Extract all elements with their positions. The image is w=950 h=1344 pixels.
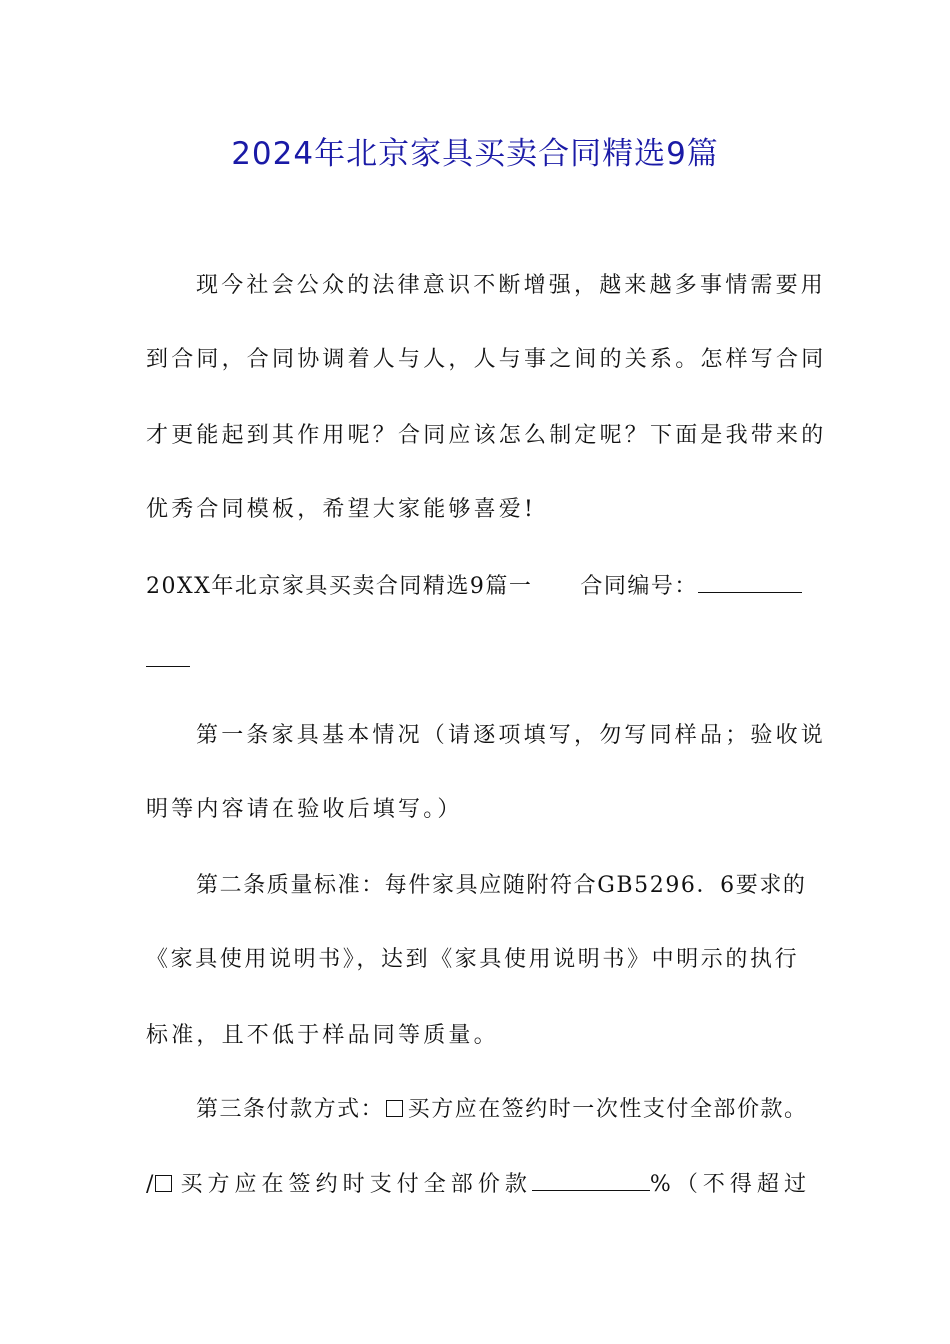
contract-no-label: 合同编号： [580, 574, 698, 599]
article1-line-2: 明等内容请在验收后填写。） [146, 797, 463, 822]
article3-line-1 [196, 1094, 806, 1126]
article2-line-1: 第二条质量标准：每件家具应随附符合GB5296．6要求的 [196, 873, 807, 898]
contract-no-blank-continued [146, 644, 190, 667]
checkbox-icon [155, 1175, 172, 1192]
article3-slash: / [146, 1172, 154, 1197]
article3-prefix: 第三条付款方式： [196, 1097, 385, 1122]
contract-no-blank-continued-line [146, 644, 806, 677]
article1-line-1: 第一条家具基本情况（请逐项填写，勿写同样品；验收说 [196, 723, 827, 748]
article3-line-2 [146, 1168, 806, 1201]
section-heading: 20XX年北京家具买卖合同精选9篇一 [146, 574, 533, 599]
contract-no-blank [698, 570, 802, 593]
intro-line-2: 到合同，合同协调着人与人，人与事之间的关系。怎样写合同 [146, 347, 827, 372]
article3-option2-text: 买方应在签约时支付全部价款 [175, 1172, 532, 1197]
checkbox-icon [386, 1100, 403, 1117]
article3-option2-suffix: %（不得超过 [649, 1172, 806, 1197]
article2-line-2: 《家具使用说明书》，达到《家具使用说明书》中明示的执行 [146, 947, 800, 972]
document-title: 2024年北京家具买卖合同精选9篇 [231, 136, 719, 172]
deposit-percent-blank [532, 1168, 650, 1191]
intro-line-4: 优秀合同模板，希望大家能够喜爱! [146, 497, 537, 522]
article3-option1-text: 买方应在签约时一次性支付全部价款。 [406, 1097, 806, 1122]
intro-line-1: 现今社会公众的法律意识不断增强，越来越多事情需要用 [196, 273, 827, 298]
section-heading-line [146, 570, 806, 603]
intro-line-3: 才更能起到其作用呢？合同应该怎么制定呢？下面是我带来的 [146, 423, 827, 448]
article2-line-3: 标准，且不低于样品同等质量。 [146, 1023, 499, 1048]
